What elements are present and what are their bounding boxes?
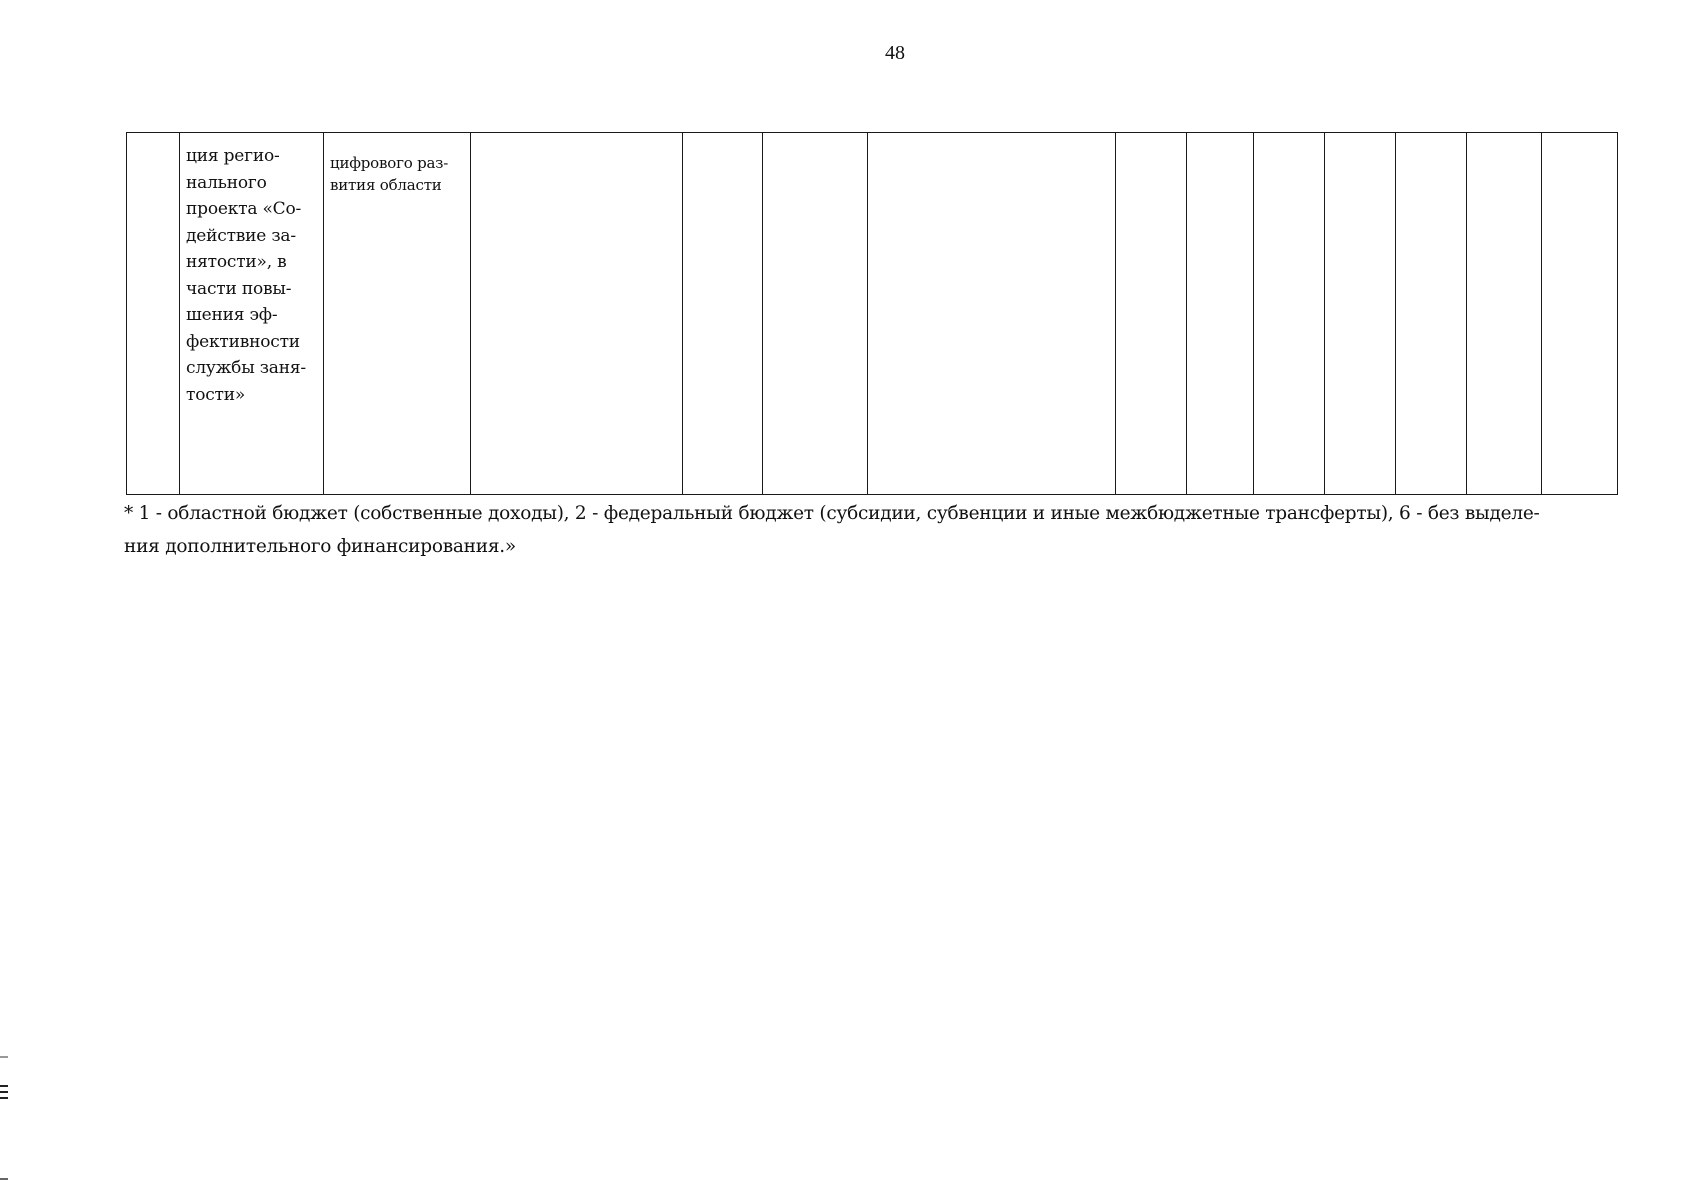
- table-frame: [126, 132, 1617, 495]
- footnote-line-2: ния дополнительного финансирования.»: [124, 536, 516, 557]
- scan-margin-marks: [0, 1055, 10, 1185]
- table-cell: [471, 133, 683, 495]
- table-cell: [763, 133, 868, 495]
- footnote: [124, 497, 1664, 563]
- page-number: 48: [885, 42, 905, 64]
- table-cell-executor: [324, 133, 471, 495]
- table-cell: [1467, 133, 1542, 495]
- continuation-table: [126, 132, 1618, 495]
- table-cell: [1325, 133, 1396, 495]
- table-cell: [1542, 133, 1618, 495]
- table-cell: [683, 133, 763, 495]
- executor-text: цифрового раз- вития области: [330, 154, 449, 194]
- footnote-line-1: * 1 - областной бюджет (собственные доходы), 2 - федеральный бюджет (субсидии, субвенции и иные межбюджетные трансферты), 6 - без выделе-: [124, 503, 1540, 524]
- table-cell-number: [127, 133, 180, 495]
- table-cell: [1254, 133, 1325, 495]
- table-cell: [1116, 133, 1187, 495]
- table-row: [127, 133, 1618, 495]
- table-cell: [868, 133, 1116, 495]
- table-cell-event-name: [180, 133, 324, 495]
- table-cell: [1396, 133, 1467, 495]
- event-name-text: ция регио- нального проекта «Со- действие за- нятости», в части повы- шения эф- фективности службы заня- тости»: [186, 146, 306, 405]
- table-cell: [1187, 133, 1254, 495]
